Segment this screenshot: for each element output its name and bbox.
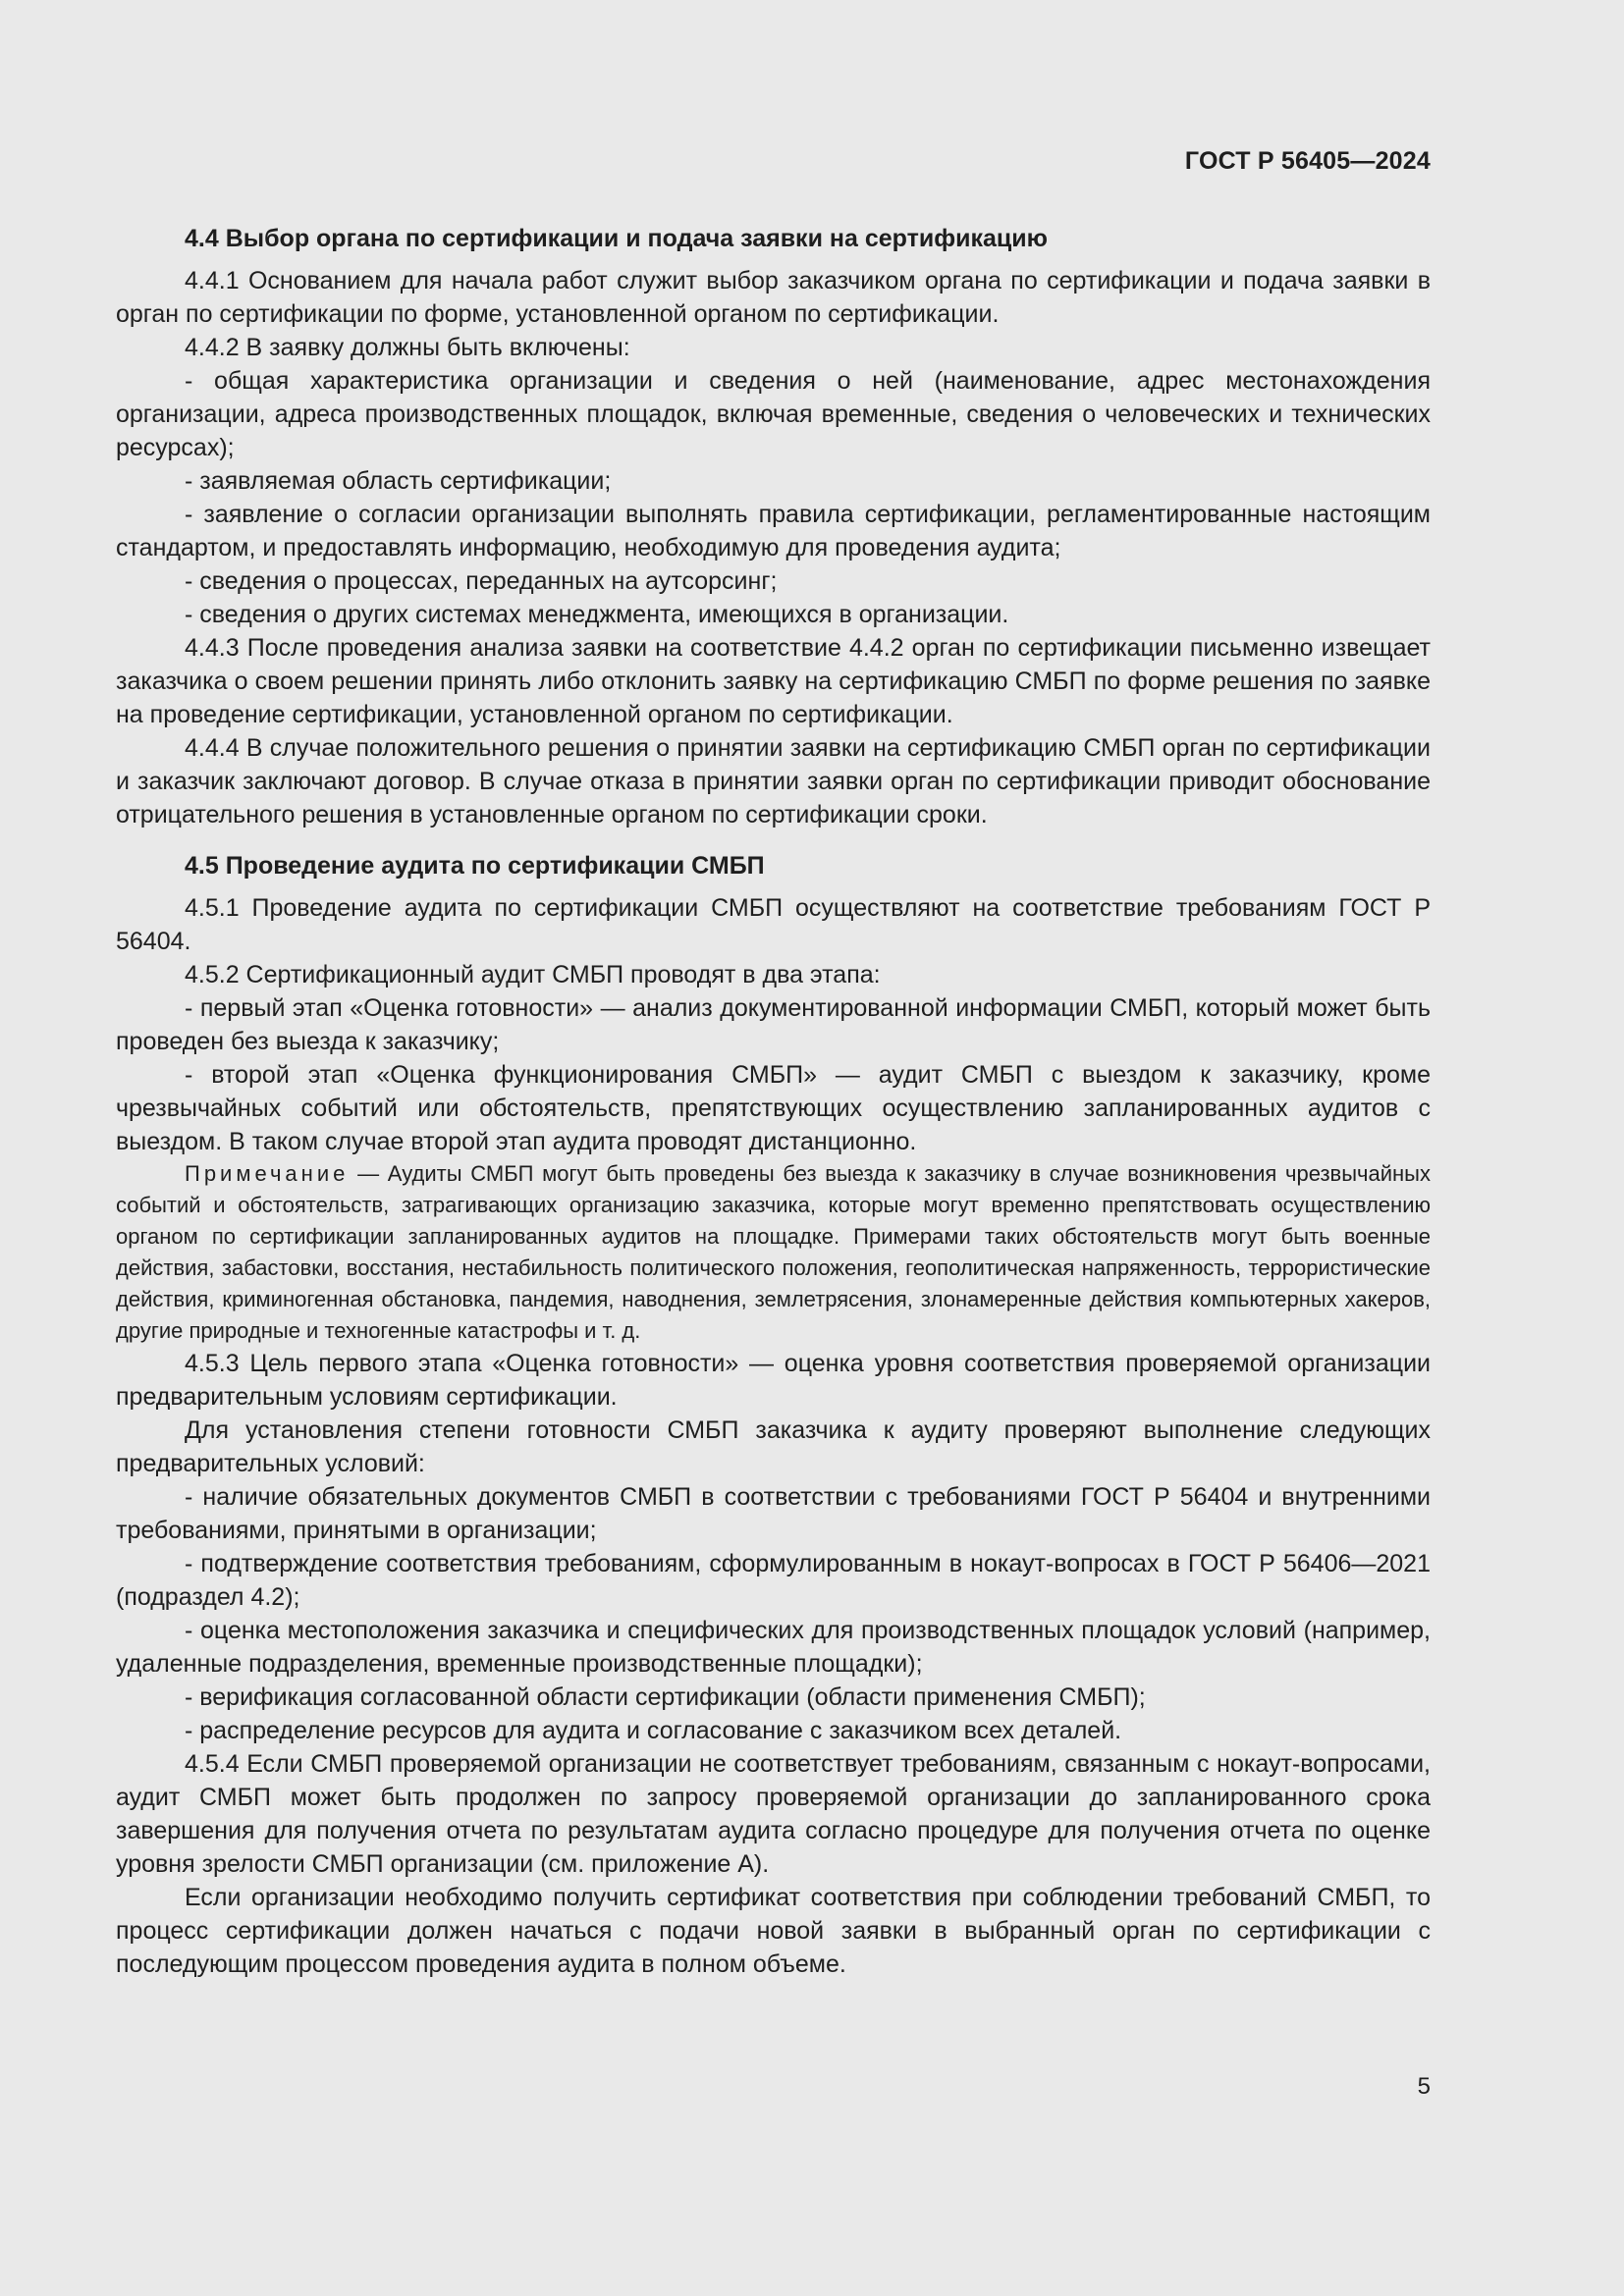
paragraph: 4.4.1 Основанием для начала работ служит выбор заказчиком органа по сертификации и подача заявки в орган по сертификации по форме, установленной органом по сертификации. [116,267,1431,328]
note [116,1158,1431,1347]
page-number: 5 [1417,2073,1431,2100]
paragraph: 4.5.3 Цель первого этапа «Оценка готовности» — оценка уровня соответствия проверяемой организации предварительным условиям сертификации. [116,1350,1431,1411]
list-item: - заявление о согласии организации выполнять правила сертификации, регламентированные настоящим стандартом, и предоставлять информацию, необходимую для проведения аудита; [116,501,1431,561]
list-item: - второй этап «Оценка функционирования СМБП» — аудит СМБП с выездом к заказчику, кроме чрезвычайных событий или обстоятельств, препятствующих осуществлению запланированных аудитов с выездом. В таком случае второй этап аудита проводят дистанционно. [116,1061,1431,1155]
paragraph: 4.5.1 Проведение аудита по сертификации СМБП осуществляют на соответствие требованиям ГОСТ Р 56404. [116,894,1431,955]
section-heading-4-5: 4.5 Проведение аудита по сертификации СМБП [185,852,765,880]
list-item: - заявляемая область сертификации; [185,467,612,495]
paragraph: 4.4.3 После проведения анализа заявки на соответствие 4.4.2 орган по сертификации письменно извещает заказчика о своем решении принять либо отклонить заявку на сертификацию СМБП по форме решения по заявке на проведение сертификации, установленной органом по сертификации. [116,634,1431,728]
paragraph: 4.5.2 Сертификационный аудит СМБП проводят в два этапа: [185,961,881,988]
note-text: — Аудиты СМБП могут быть проведены без выезда к заказчику в случае возникновения чрезвычайных событий и обстоятельств, затрагивающих организацию заказчика, которые могут временно препятствовать осуществлению органом по сертификации запланированных аудитов на площадке. Примерами таких обстоятельств могут быть военные действия, забастовки, восстания, нестабильность политического положения, геополитическая напряженность, террористические действия, криминогенная обстановка, пандемия, наводнения, землетрясения, злонамеренные действия компьютерных хакеров, другие природные и техногенные катастрофы и т. д. [116,1161,1431,1343]
list-item: - подтверждение соответствия требованиям, сформулированным в нокаут-вопросах в ГОСТ Р 56406—2021 (подраздел 4.2); [116,1550,1431,1611]
paragraph: 4.4.2 В заявку должны быть включены: [185,334,630,361]
paragraph: Для установления степени готовности СМБП заказчика к аудиту проверяют выполнение следующих предварительных условий: [116,1416,1431,1477]
paragraph: 4.4.4 В случае положительного решения о принятии заявки на сертификацию СМБП орган по сертификации и заказчик заключают договор. В случае отказа в принятии заявки орган по сертификации приводит обоснование отрицательного решения в установленные органом по сертификации сроки. [116,734,1431,828]
paragraph: Если организации необходимо получить сертификат соответствия при соблюдении требований СМБП, то процесс сертификации должен начаться с подачи новой заявки в выбранный орган по сертификации с последующим процессом проведения аудита в полном объеме. [116,1884,1431,1978]
list-item: - распределение ресурсов для аудита и согласование с заказчиком всех деталей. [185,1717,1122,1744]
note-label: Примечание [185,1161,350,1186]
list-item: - первый этап «Оценка готовности» — анализ документированной информации СМБП, который может быть проведен без выезда к заказчику; [116,994,1431,1055]
list-item: - сведения о других системах менеджмента, имеющихся в организации. [185,601,1009,628]
list-item: - наличие обязательных документов СМБП в соответствии с требованиями ГОСТ Р 56404 и внутренними требованиями, принятыми в организации; [116,1483,1431,1544]
document-id: ГОСТ Р 56405—2024 [1184,147,1431,175]
document-body [116,222,1431,1981]
section-heading-4-4: 4.4 Выбор органа по сертификации и подача заявки на сертификацию [185,225,1048,252]
list-item: - общая характеристика организации и сведения о ней (наименование, адрес местонахождения организации, адреса производственных площадок, включая временные, сведения о человеческих и технических ресурсах); [116,367,1431,461]
list-item: - оценка местоположения заказчика и специфических для производственных площадок условий (например, удаленные подразделения, временные производственные площадки); [116,1617,1431,1678]
list-item: - сведения о процессах, переданных на аутсорсинг; [185,567,778,595]
list-item: - верификация согласованной области сертификации (области применения СМБП); [185,1683,1146,1711]
paragraph: 4.5.4 Если СМБП проверяемой организации не соответствует требованиям, связанным с нокаут-вопросами, аудит СМБП может быть продолжен по запросу проверяемой организации до запланированного срока завершения для получения отчета по результатам аудита согласно процедуре для получения отчета по оценке уровня зрелости СМБП организации (см. приложение А). [116,1750,1431,1878]
